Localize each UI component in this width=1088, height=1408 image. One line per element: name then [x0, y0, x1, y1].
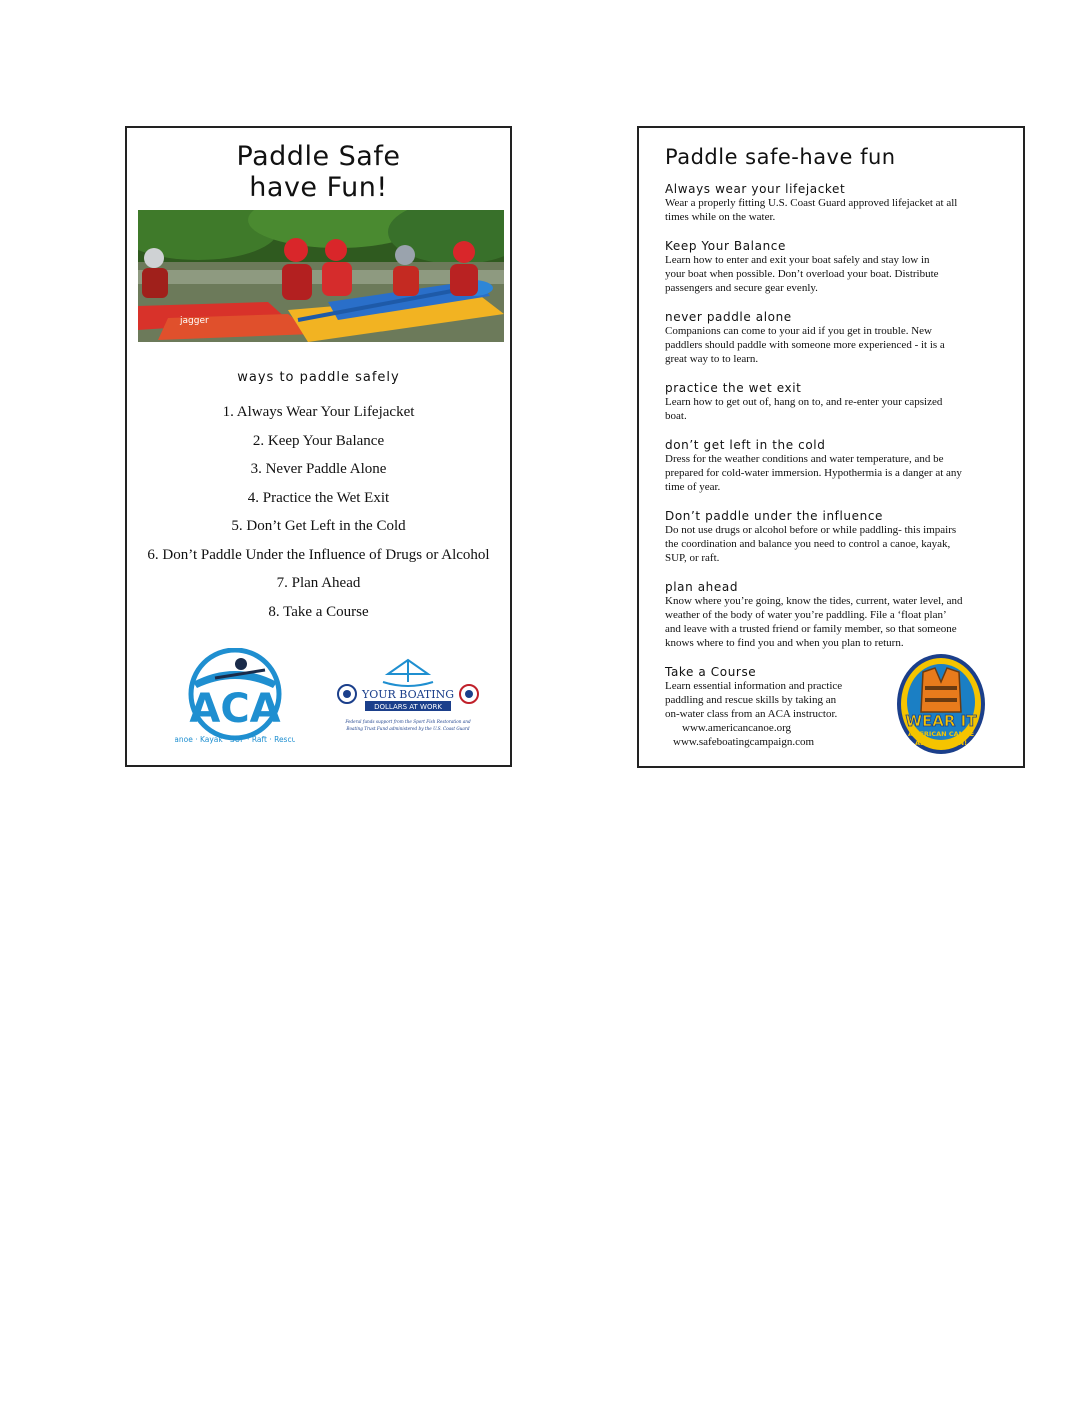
- front-card: [125, 126, 512, 767]
- section-balance: [665, 239, 1005, 295]
- section-never-alone: [665, 310, 1005, 366]
- wear-it-logo: [895, 652, 987, 756]
- section-line: great way to to learn.: [665, 353, 759, 365]
- list-item: 6. Don’t Paddle Under the Influence of Drugs or Alcohol: [147, 546, 490, 563]
- section-plan-ahead: [665, 580, 1005, 650]
- list-item: 5. Don’t Get Left in the Cold: [231, 518, 406, 534]
- ways-heading: ways to paddle safely: [237, 370, 400, 385]
- section-heading: don’t get left in the cold: [665, 438, 826, 452]
- section-heading: practice the wet exit: [665, 381, 802, 395]
- section-line: Know where you’re going, know the tides, current, water level, and: [665, 595, 963, 607]
- boating-fine2: Boating Trust Fund administered by the U.S. Coast Guard: [346, 726, 470, 731]
- boating-fine1: Federal funds support from the Sport Fish Restoration and: [345, 719, 471, 724]
- section-line: boat.: [665, 410, 687, 422]
- aca-letters: ACA: [189, 686, 281, 732]
- link-americancanoe[interactable]: www.americancanoe.org: [682, 722, 792, 734]
- back-card: [637, 126, 1025, 768]
- list-item: 4. Practice the Wet Exit: [247, 489, 390, 506]
- section-line: Learn how to get out of, hang on to, and re-enter your capsized: [665, 396, 943, 408]
- section-line: Wear a properly fitting U.S. Coast Guard approved lifejacket at all: [665, 197, 958, 209]
- aca-tagline: Canoe · Kayak · SUP · Raft · Rescue: [175, 735, 295, 744]
- section-line: Learn essential information and practice: [665, 680, 843, 692]
- list-item: 8. Take a Course: [268, 603, 369, 620]
- ways-list: [127, 398, 510, 626]
- section-line: on-water class from an ACA instructor.: [665, 708, 838, 720]
- back-title: Paddle safe-have fun: [665, 145, 896, 169]
- section-line: time of year.: [665, 481, 721, 493]
- section-line: times while on the water.: [665, 211, 776, 223]
- list-item: 7. Plan Ahead: [276, 575, 361, 591]
- section-lifejacket: [665, 182, 1005, 224]
- wear-it-line2: AMERICAN CANOE: [907, 730, 975, 738]
- section-line: weather of the body of water you’re paddling. File a ‘float plan’: [665, 609, 947, 621]
- section-line: Companions can come to your aid if you get in trouble. New: [665, 325, 932, 337]
- boat-brand-text: jagger: [180, 316, 209, 326]
- boating-line2: DOLLARS AT WORK: [374, 703, 442, 711]
- list-item: 3. Never Paddle Alone: [250, 461, 387, 477]
- section-take-course: [665, 665, 885, 749]
- section-heading: Keep Your Balance: [665, 239, 786, 253]
- section-cold: [665, 438, 1005, 494]
- section-heading: plan ahead: [665, 580, 739, 594]
- front-title-line2: have Fun!: [249, 172, 388, 203]
- list-item: 2. Keep Your Balance: [252, 432, 385, 449]
- section-line: the coordination and balance you need to control a canoe, kayak,: [665, 538, 951, 550]
- section-line: Dress for the weather conditions and water temperature, and be: [665, 453, 944, 465]
- section-heading: Take a Course: [665, 665, 757, 679]
- section-line: knows where to find you and when you plan to return.: [665, 637, 904, 649]
- section-line: Learn how to enter and exit your boat safely and stay low in: [665, 254, 930, 266]
- wear-it-line3: ASSOCIATION!: [914, 739, 968, 747]
- section-heading: Always wear your lifejacket: [665, 182, 846, 196]
- aca-logo: [175, 648, 295, 746]
- section-wet-exit: [665, 381, 1005, 423]
- list-item: 1. Always Wear Your Lifejacket: [222, 404, 415, 420]
- section-line: your boat when possible. Don’t overload your boat. Distribute: [665, 268, 939, 280]
- boating-line1: YOUR BOATING: [361, 688, 455, 701]
- front-title-line1: Paddle Safe: [236, 141, 401, 172]
- section-influence: [665, 509, 1005, 565]
- section-line: paddlers should paddle with someone more experienced - it is a: [665, 339, 945, 351]
- section-line: prepared for cold-water immersion. Hypothermia is a danger at any: [665, 467, 962, 479]
- boating-dollars-logo: [333, 656, 483, 736]
- kayakers-photo: [138, 210, 504, 342]
- section-line: Do not use drugs or alcohol before or while paddling- this impairs: [665, 524, 957, 536]
- link-safeboating[interactable]: www.safeboatingcampaign.com: [673, 736, 815, 748]
- section-heading: Don’t paddle under the influence: [665, 509, 883, 523]
- section-line: SUP, or raft.: [665, 552, 720, 564]
- section-line: and leave with a trusted friend or family member, so that someone: [665, 623, 957, 635]
- wear-it-text: WEAR IT: [905, 712, 977, 730]
- section-line: passengers and secure gear evenly.: [665, 282, 818, 294]
- section-heading: never paddle alone: [665, 310, 792, 324]
- section-line: paddling and rescue skills by taking an: [665, 694, 837, 706]
